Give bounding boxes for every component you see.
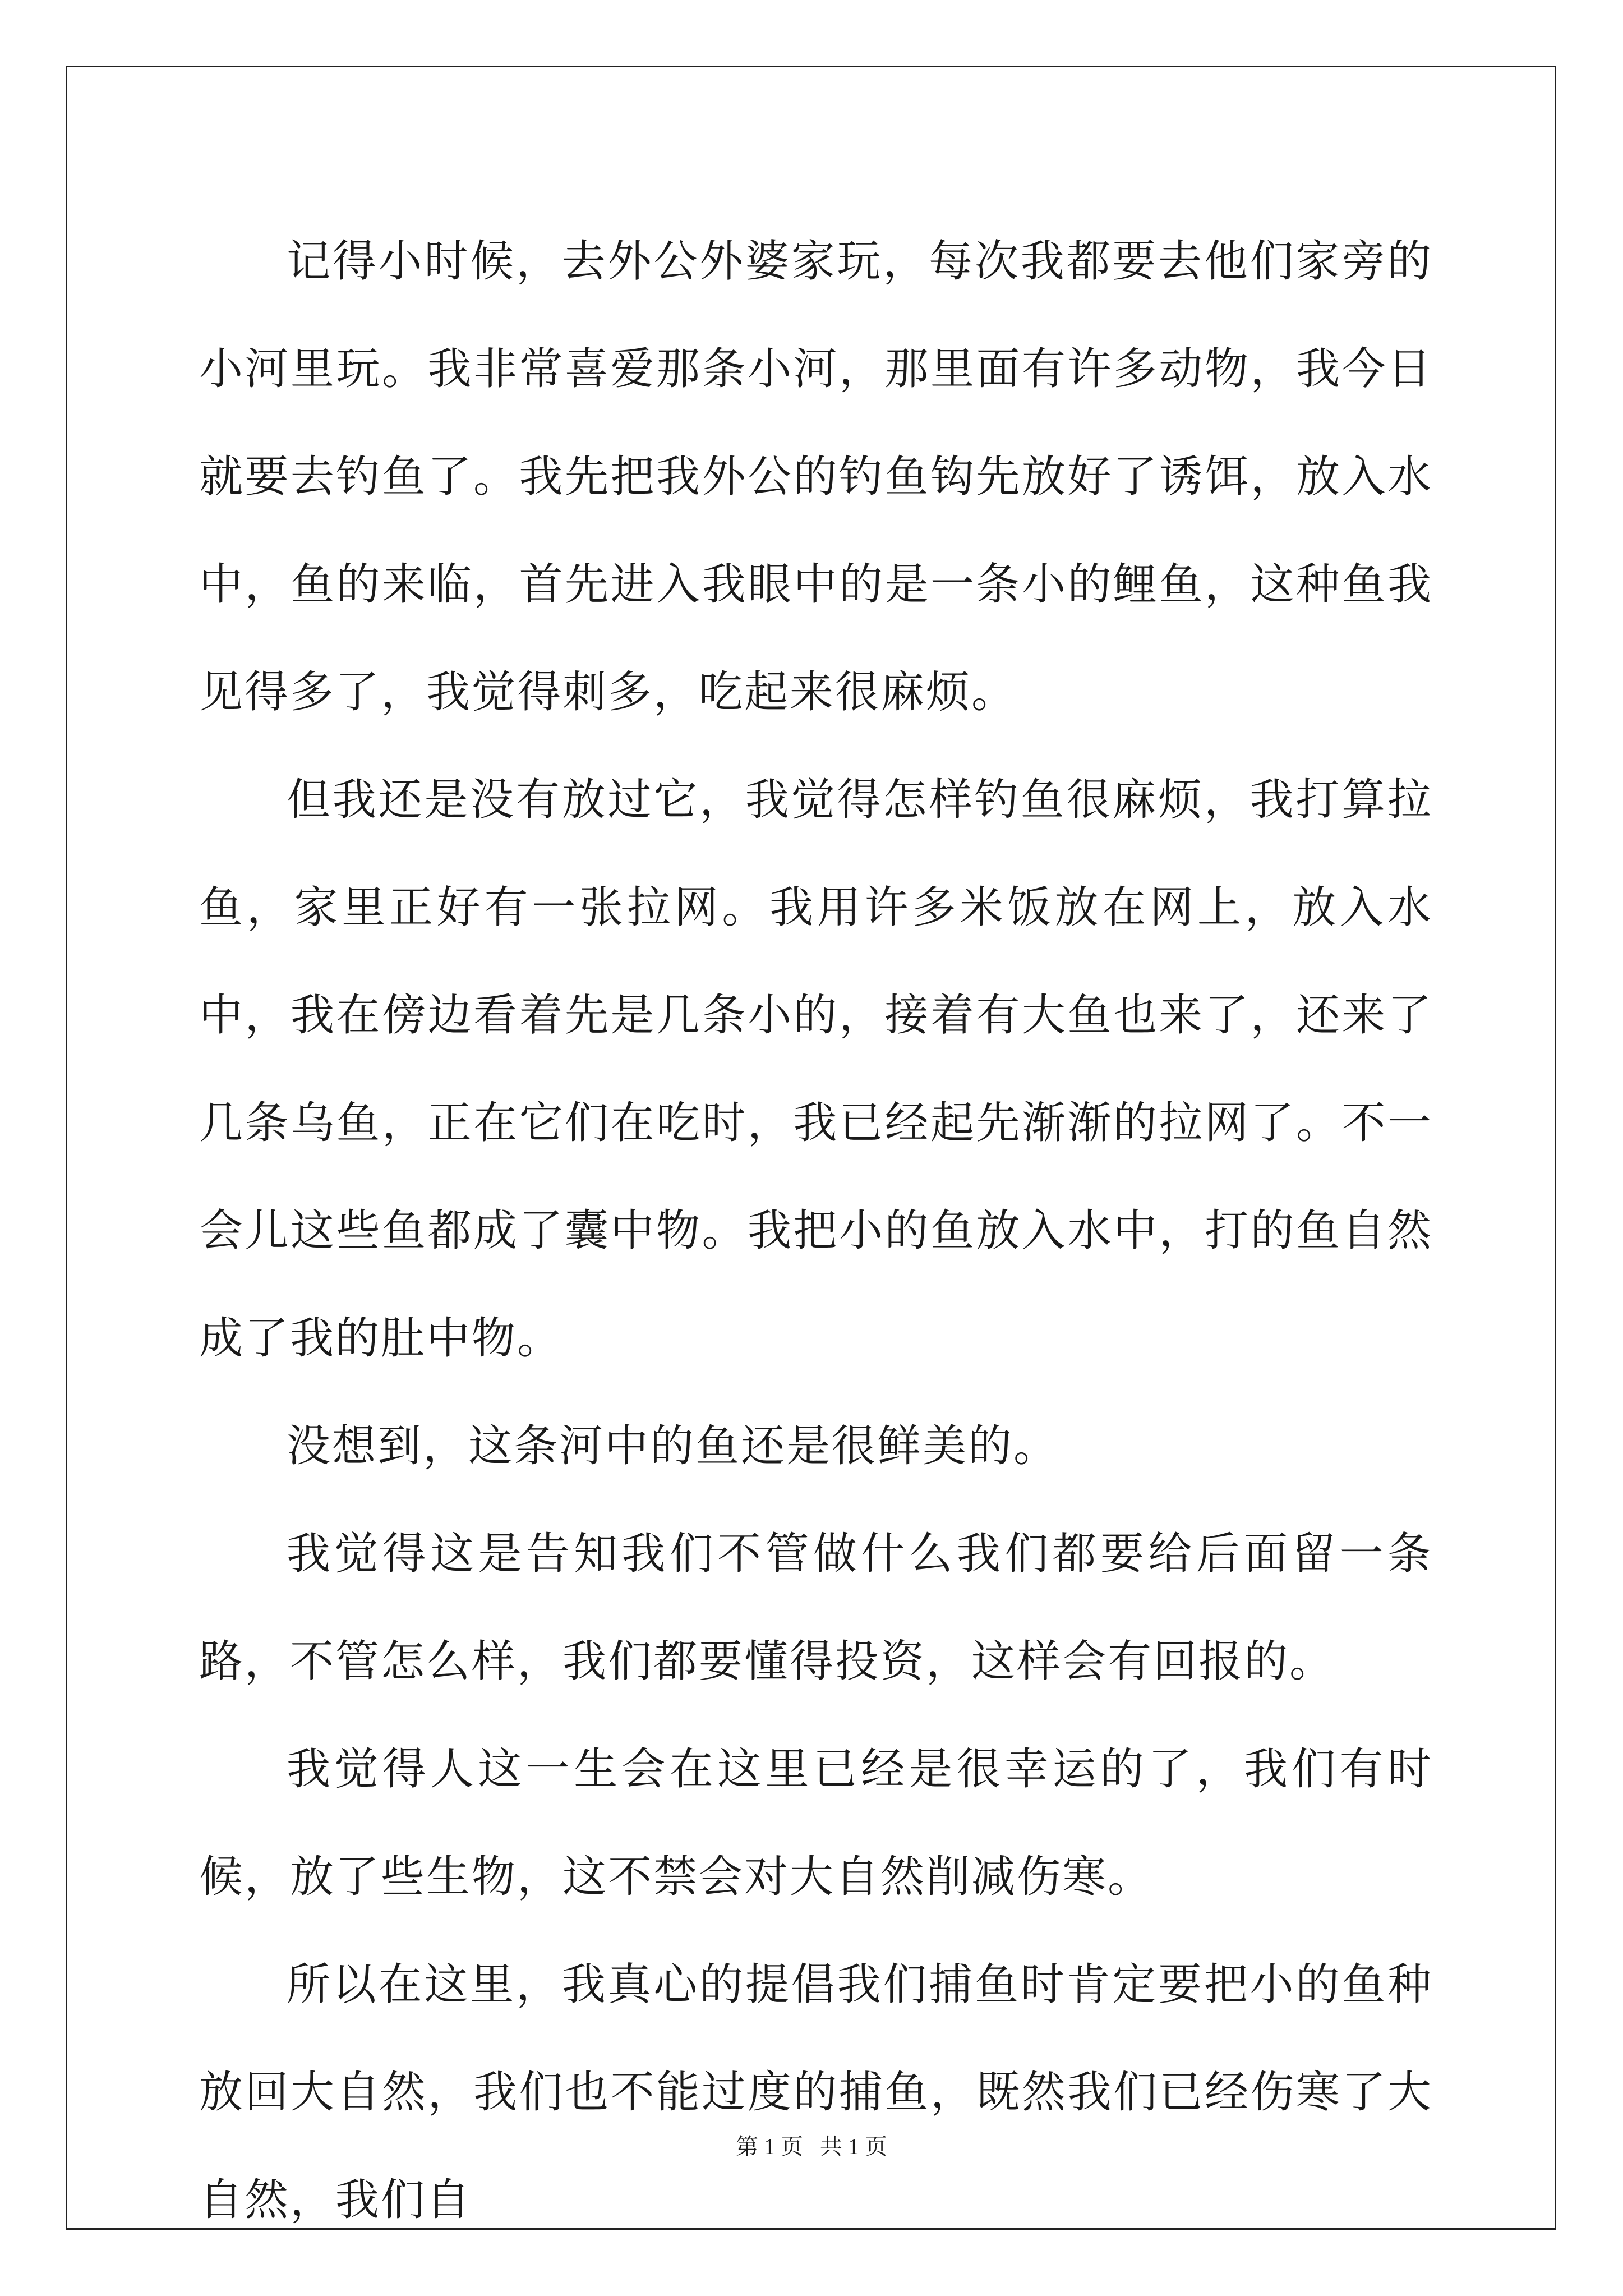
paragraph-2: 但我还是没有放过它，我觉得怎样钓鱼很麻烦，我打算拉鱼，家里正好有一张拉网。我用许多米饭放在网上，放入水中，我在傍边看着先是几条小的，接着有大鱼也来了，还来了几条乌鱼，正在它们在吃时，我已经起先渐渐的拉网了。不一会儿这些鱼都成了囊中物。我把小的鱼放入水中，打的鱼自然成了我的肚中物。 [199,775,1433,1364]
paragraph-3: 没想到，这条河中的鱼还是很鲜美的。 [287,1421,1059,1471]
page-number-footer: 第 1 页 共 1 页 [736,2134,887,2159]
paragraph-6: 所以在这里，我真心的提倡我们捕鱼时肯定要把小的鱼种放回大自然，我们也不能过度的捕鱼，既然我们已经伤寒了大自然，我们自 [199,1959,1433,2225]
paragraph-5: 我觉得人这一生会在这里已经是很幸运的了，我们有时候，放了些生物，这不禁会对大自然削减伤寒。 [199,1744,1433,1902]
paragraph-4: 我觉得这是告知我们不管做什么我们都要给后面留一条路，不管怎么样，我们都要懂得投资，这样会有回报的。 [199,1529,1433,1687]
paragraph-1: 记得小时候，去外公外婆家玩，每次我都要去他们家旁的小河里玩。我非常喜爱那条小河，那里面有许多动物，我今日就要去钓鱼了。我先把我外公的钓鱼钩先放好了诱饵，放入水中，鱼的来临，首先进入我眼中的是一条小的鲤鱼，这种鱼我见得多了，我觉得刺多，吃起来很麻烦。 [199,236,1433,717]
